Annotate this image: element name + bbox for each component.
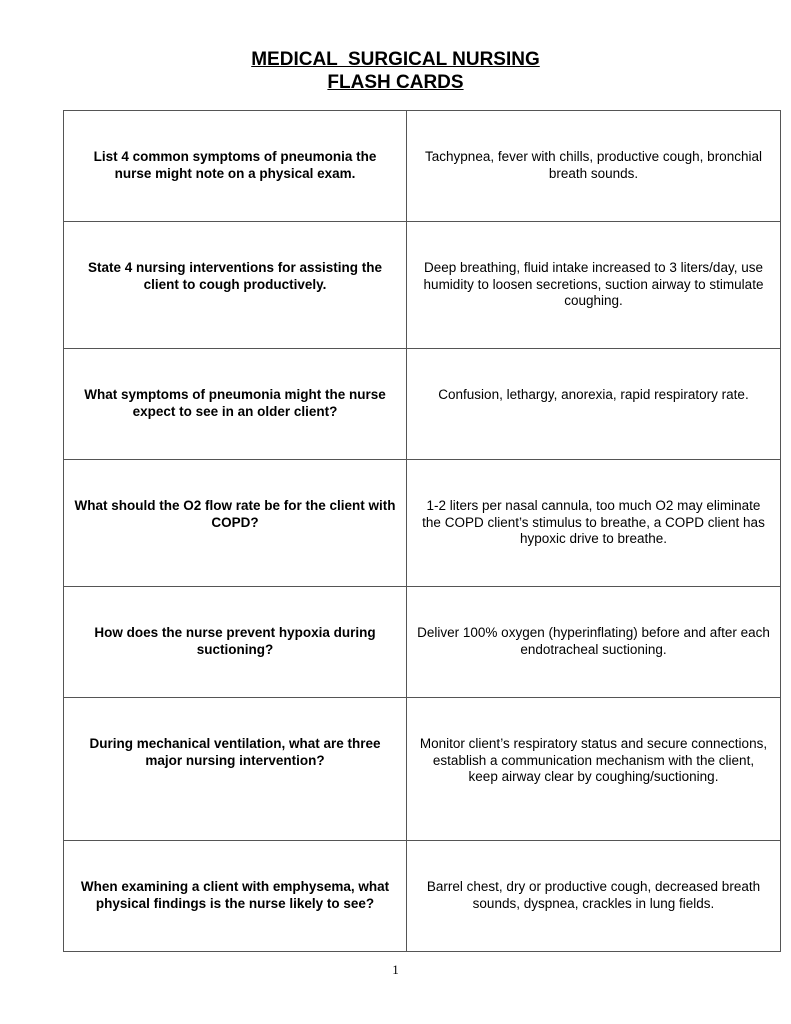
flash-card-row bbox=[64, 222, 781, 349]
flash-card-row bbox=[64, 841, 781, 952]
card-question: How does the nurse prevent hypoxia during suctioning? bbox=[64, 587, 407, 698]
card-answer: Deep breathing, fluid intake increased to 3 liters/day, use humidity to loosen secretions, suction airway to stimulate coughing. bbox=[407, 222, 781, 349]
flash-card-row bbox=[64, 460, 781, 587]
card-answer: Barrel chest, dry or productive cough, decreased breath sounds, dyspnea, crackles in lung fields. bbox=[407, 841, 781, 952]
flash-card-row bbox=[64, 349, 781, 460]
title-line-2: FLASH CARDS bbox=[327, 72, 464, 93]
card-question: During mechanical ventilation, what are three major nursing intervention? bbox=[64, 698, 407, 841]
card-answer: 1-2 liters per nasal cannula, too much O2 may eliminate the COPD client’s stimulus to breathe, a COPD client has hypoxic drive to breathe. bbox=[407, 460, 781, 587]
card-question: What symptoms of pneumonia might the nurse expect to see in an older client? bbox=[64, 349, 407, 460]
flash-card-table bbox=[63, 110, 781, 952]
document-title bbox=[0, 48, 791, 94]
card-question: List 4 common symptoms of pneumonia the nurse might note on a physical exam. bbox=[64, 111, 407, 222]
card-answer: Monitor client’s respiratory status and secure connections, establish a communication mechanism with the client, keep airway clear by coughing/suctioning. bbox=[407, 698, 781, 841]
card-question: When examining a client with emphysema, what physical findings is the nurse likely to see? bbox=[64, 841, 407, 952]
card-answer: Deliver 100% oxygen (hyperinflating) before and after each endotracheal suctioning. bbox=[407, 587, 781, 698]
flash-card-row bbox=[64, 111, 781, 222]
card-answer: Confusion, lethargy, anorexia, rapid respiratory rate. bbox=[407, 349, 781, 460]
title-line-1: MEDICAL SURGICAL NURSING bbox=[251, 49, 540, 70]
flash-card-row bbox=[64, 698, 781, 841]
page-number: 1 bbox=[392, 962, 399, 977]
card-question: What should the O2 flow rate be for the client with COPD? bbox=[64, 460, 407, 587]
flash-card-row bbox=[64, 587, 781, 698]
card-question: State 4 nursing interventions for assisting the client to cough productively. bbox=[64, 222, 407, 349]
card-answer: Tachypnea, fever with chills, productive cough, bronchial breath sounds. bbox=[407, 111, 781, 222]
